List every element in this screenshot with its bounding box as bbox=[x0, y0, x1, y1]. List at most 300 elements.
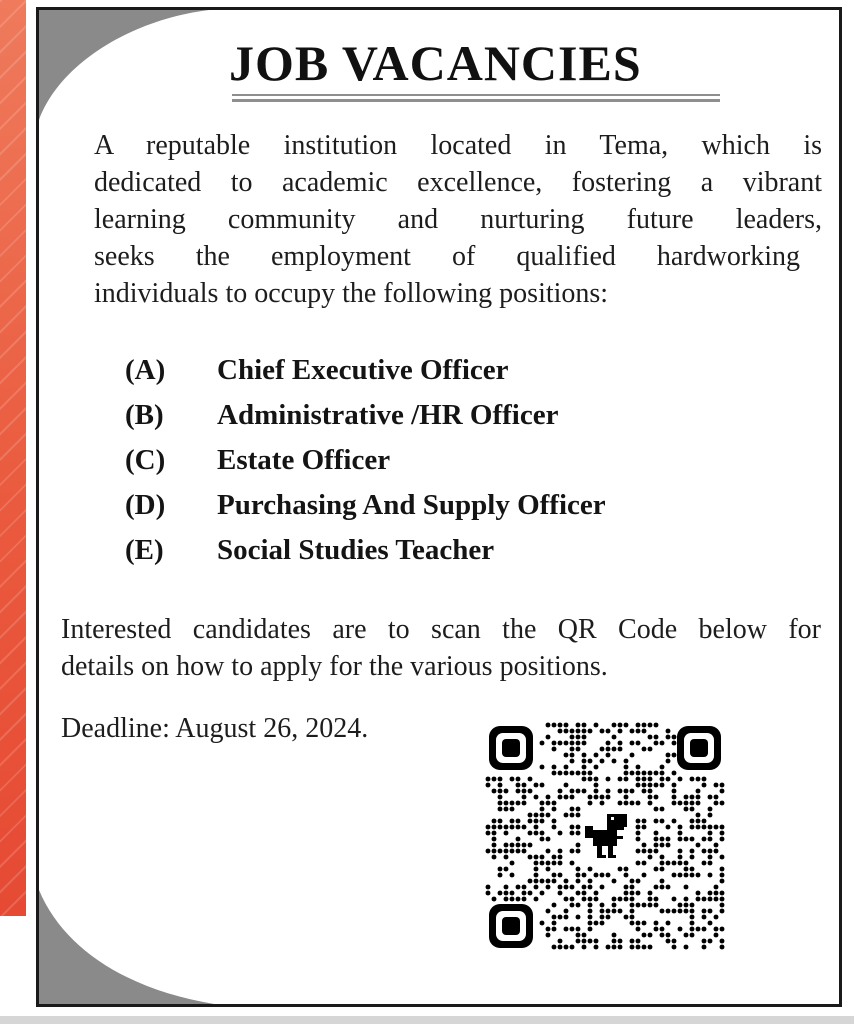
qr-module bbox=[636, 921, 641, 926]
qr-module bbox=[714, 849, 719, 854]
qr-module bbox=[498, 825, 503, 830]
qr-module bbox=[486, 849, 491, 854]
qr-module bbox=[540, 891, 545, 896]
qr-module bbox=[636, 831, 641, 836]
qr-module bbox=[576, 747, 581, 752]
qr-module bbox=[642, 825, 647, 830]
qr-module bbox=[576, 939, 581, 944]
qr-module bbox=[654, 903, 659, 908]
qr-module bbox=[492, 777, 497, 782]
qr-code-graphic bbox=[485, 722, 725, 952]
red-accent-stripe bbox=[0, 0, 26, 916]
qr-module bbox=[702, 825, 707, 830]
qr-module bbox=[666, 777, 671, 782]
qr-module bbox=[654, 921, 659, 926]
qr-module bbox=[666, 861, 671, 866]
qr-module bbox=[720, 831, 725, 836]
qr-module bbox=[714, 783, 719, 788]
qr-module bbox=[690, 795, 695, 800]
qr-module bbox=[708, 897, 713, 902]
qr-module bbox=[654, 735, 659, 740]
qr-module bbox=[576, 723, 581, 728]
job-vacancies-poster bbox=[36, 7, 842, 1007]
position-title: Chief Executive Officer bbox=[217, 354, 509, 386]
qr-module bbox=[624, 771, 629, 776]
qr-module bbox=[690, 819, 695, 824]
qr-module bbox=[552, 921, 557, 926]
qr-module bbox=[660, 933, 665, 938]
qr-module bbox=[660, 765, 665, 770]
qr-module bbox=[714, 795, 719, 800]
qr-module bbox=[582, 939, 587, 944]
qr-module bbox=[606, 741, 611, 746]
qr-module bbox=[648, 891, 653, 896]
qr-module bbox=[690, 873, 695, 878]
qr-module bbox=[516, 885, 521, 890]
qr-module bbox=[720, 873, 725, 878]
qr-module bbox=[690, 849, 695, 854]
qr-module bbox=[666, 921, 671, 926]
qr-module bbox=[516, 801, 521, 806]
qr-module bbox=[546, 813, 551, 818]
qr-module bbox=[570, 747, 575, 752]
qr-module bbox=[654, 795, 659, 800]
qr-module bbox=[714, 885, 719, 890]
qr-module bbox=[576, 735, 581, 740]
qr-module bbox=[540, 879, 545, 884]
qr-module bbox=[558, 789, 563, 794]
qr-module bbox=[588, 921, 593, 926]
qr-module bbox=[558, 915, 563, 920]
title-underline-double bbox=[232, 99, 720, 102]
qr-module bbox=[504, 897, 509, 902]
qr-module bbox=[558, 741, 563, 746]
qr-module bbox=[720, 825, 725, 830]
qr-module bbox=[684, 837, 689, 842]
qr-module bbox=[672, 735, 677, 740]
qr-module bbox=[708, 873, 713, 878]
qr-module bbox=[498, 789, 503, 794]
qr-module bbox=[504, 855, 509, 860]
qr-module bbox=[510, 897, 515, 902]
qr-module bbox=[528, 789, 533, 794]
qr-module bbox=[594, 795, 599, 800]
page-bottom-strip bbox=[0, 1016, 854, 1024]
qr-module bbox=[498, 783, 503, 788]
qr-module bbox=[528, 777, 533, 782]
qr-module bbox=[714, 933, 719, 938]
qr-module bbox=[504, 843, 509, 848]
qr-module bbox=[666, 825, 671, 830]
qr-module bbox=[540, 921, 545, 926]
qr-module bbox=[720, 801, 725, 806]
qr-module bbox=[720, 783, 725, 788]
qr-module bbox=[534, 897, 539, 902]
qr-module bbox=[648, 933, 653, 938]
qr-module bbox=[660, 861, 665, 866]
qr-module bbox=[558, 861, 563, 866]
qr-module bbox=[600, 915, 605, 920]
qr-module bbox=[606, 909, 611, 914]
qr-module bbox=[690, 915, 695, 920]
qr-module bbox=[540, 807, 545, 812]
qr-module bbox=[498, 795, 503, 800]
qr-module bbox=[582, 777, 587, 782]
qr-module bbox=[678, 909, 683, 914]
qr-module bbox=[642, 819, 647, 824]
qr-module bbox=[558, 795, 563, 800]
qr-module bbox=[690, 837, 695, 842]
qr-module bbox=[582, 753, 587, 758]
qr-module bbox=[624, 789, 629, 794]
qr-module bbox=[654, 741, 659, 746]
qr-module bbox=[552, 819, 557, 824]
qr-module bbox=[660, 807, 665, 812]
qr-module bbox=[498, 807, 503, 812]
qr-module bbox=[588, 927, 593, 932]
qr-module bbox=[540, 783, 545, 788]
qr-module bbox=[612, 723, 617, 728]
qr-module bbox=[642, 747, 647, 752]
qr-module bbox=[624, 867, 629, 872]
qr-module bbox=[720, 897, 725, 902]
qr-module bbox=[720, 789, 725, 794]
qr-module bbox=[534, 819, 539, 824]
qr-module bbox=[624, 873, 629, 878]
qr-module bbox=[636, 777, 641, 782]
qr-module bbox=[660, 837, 665, 842]
qr-module bbox=[654, 819, 659, 824]
qr-module bbox=[630, 885, 635, 890]
qr-module bbox=[720, 939, 725, 944]
qr-module bbox=[570, 807, 575, 812]
qr-module bbox=[624, 891, 629, 896]
qr-module bbox=[564, 765, 569, 770]
qr-module bbox=[534, 879, 539, 884]
qr-module bbox=[606, 945, 611, 950]
qr-module bbox=[642, 723, 647, 728]
qr-module bbox=[696, 843, 701, 848]
qr-module bbox=[618, 945, 623, 950]
qr-module bbox=[672, 753, 677, 758]
qr-module bbox=[600, 801, 605, 806]
qr-module bbox=[648, 795, 653, 800]
qr-module bbox=[660, 843, 665, 848]
qr-module bbox=[642, 777, 647, 782]
qr-module bbox=[492, 897, 497, 902]
qr-module bbox=[576, 831, 581, 836]
qr-module bbox=[510, 873, 515, 878]
qr-module bbox=[588, 903, 593, 908]
qr-module bbox=[648, 783, 653, 788]
qr-module bbox=[528, 813, 533, 818]
qr-module bbox=[636, 765, 641, 770]
qr-module bbox=[678, 873, 683, 878]
qr-module bbox=[510, 849, 515, 854]
qr-module bbox=[576, 825, 581, 830]
qr-code-icon[interactable] bbox=[485, 722, 725, 952]
qr-module bbox=[540, 813, 545, 818]
qr-module bbox=[516, 789, 521, 794]
qr-module bbox=[624, 765, 629, 770]
qr-module bbox=[588, 879, 593, 884]
qr-module bbox=[600, 747, 605, 752]
qr-module bbox=[672, 795, 677, 800]
qr-module bbox=[588, 915, 593, 920]
qr-module bbox=[600, 759, 605, 764]
qr-module bbox=[600, 795, 605, 800]
qr-module bbox=[534, 831, 539, 836]
qr-module bbox=[492, 825, 497, 830]
qr-module bbox=[576, 813, 581, 818]
qr-module bbox=[684, 873, 689, 878]
qr-module bbox=[642, 843, 647, 848]
qr-module bbox=[672, 771, 677, 776]
qr-module bbox=[546, 867, 551, 872]
qr-module bbox=[672, 939, 677, 944]
qr-module bbox=[696, 891, 701, 896]
qr-module bbox=[666, 939, 671, 944]
qr-module bbox=[630, 909, 635, 914]
qr-module bbox=[654, 897, 659, 902]
qr-module bbox=[498, 849, 503, 854]
qr-module bbox=[708, 939, 713, 944]
qr-module bbox=[570, 795, 575, 800]
qr-module bbox=[546, 933, 551, 938]
qr-module bbox=[570, 831, 575, 836]
qr-module bbox=[690, 921, 695, 926]
qr-module bbox=[522, 801, 527, 806]
qr-module bbox=[540, 831, 545, 836]
qr-module bbox=[528, 879, 533, 884]
qr-module bbox=[576, 807, 581, 812]
qr-module bbox=[516, 819, 521, 824]
qr-module bbox=[504, 801, 509, 806]
qr-module bbox=[642, 849, 647, 854]
position-title: Estate Officer bbox=[217, 444, 391, 476]
qr-module bbox=[678, 849, 683, 854]
qr-module bbox=[582, 741, 587, 746]
qr-module bbox=[630, 921, 635, 926]
qr-module bbox=[582, 897, 587, 902]
qr-module bbox=[654, 783, 659, 788]
list-item bbox=[125, 438, 606, 483]
qr-module bbox=[612, 909, 617, 914]
qr-module bbox=[588, 897, 593, 902]
qr-module bbox=[618, 867, 623, 872]
qr-module bbox=[714, 843, 719, 848]
position-letter: (C) bbox=[125, 444, 166, 476]
position-letter: (D) bbox=[125, 489, 166, 521]
qr-module bbox=[696, 795, 701, 800]
qr-module bbox=[510, 825, 515, 830]
qr-module bbox=[582, 891, 587, 896]
qr-module bbox=[534, 783, 539, 788]
qr-module bbox=[570, 753, 575, 758]
qr-module bbox=[540, 765, 545, 770]
qr-module bbox=[642, 729, 647, 734]
qr-module bbox=[696, 813, 701, 818]
qr-module bbox=[522, 783, 527, 788]
position-title: Purchasing And Supply Officer bbox=[217, 489, 606, 521]
qr-module bbox=[600, 873, 605, 878]
qr-module bbox=[570, 771, 575, 776]
intro-line: seeks the employment of qualified hardworking bbox=[94, 241, 800, 272]
qr-module bbox=[612, 897, 617, 902]
qr-module bbox=[552, 873, 557, 878]
qr-module bbox=[678, 837, 683, 842]
qr-module bbox=[492, 837, 497, 842]
qr-module bbox=[660, 777, 665, 782]
qr-module bbox=[516, 843, 521, 848]
qr-module bbox=[486, 777, 491, 782]
qr-module bbox=[666, 753, 671, 758]
qr-module bbox=[564, 753, 569, 758]
qr-module bbox=[708, 825, 713, 830]
qr-module bbox=[720, 879, 725, 884]
qr-module bbox=[684, 795, 689, 800]
qr-module bbox=[582, 933, 587, 938]
qr-module bbox=[498, 819, 503, 824]
qr-module bbox=[684, 945, 689, 950]
qr-module bbox=[552, 855, 557, 860]
qr-module bbox=[714, 825, 719, 830]
qr-module bbox=[624, 795, 629, 800]
qr-module bbox=[678, 861, 683, 866]
positions-list bbox=[125, 348, 606, 573]
qr-module bbox=[720, 837, 725, 842]
qr-module bbox=[618, 939, 623, 944]
qr-module bbox=[570, 741, 575, 746]
qr-module bbox=[636, 891, 641, 896]
qr-module bbox=[606, 915, 611, 920]
qr-module bbox=[672, 873, 677, 878]
qr-module bbox=[522, 789, 527, 794]
qr-module bbox=[630, 915, 635, 920]
qr-module bbox=[720, 903, 725, 908]
qr-module bbox=[594, 783, 599, 788]
qr-module bbox=[714, 801, 719, 806]
qr-module bbox=[534, 867, 539, 872]
qr-module bbox=[594, 945, 599, 950]
qr-module bbox=[516, 837, 521, 842]
qr-module bbox=[624, 915, 629, 920]
qr-module bbox=[690, 933, 695, 938]
qr-module bbox=[690, 903, 695, 908]
qr-module bbox=[636, 801, 641, 806]
qr-module bbox=[666, 909, 671, 914]
qr-module bbox=[594, 891, 599, 896]
qr-module bbox=[612, 945, 617, 950]
qr-module bbox=[618, 723, 623, 728]
qr-module bbox=[642, 789, 647, 794]
qr-module bbox=[546, 723, 551, 728]
qr-module bbox=[624, 801, 629, 806]
qr-module bbox=[720, 891, 725, 896]
qr-module bbox=[648, 903, 653, 908]
qr-module bbox=[492, 843, 497, 848]
qr-module bbox=[714, 897, 719, 902]
intro-line: dedicated to academic excellence, fostering a vibrant bbox=[94, 167, 822, 198]
qr-module bbox=[702, 819, 707, 824]
qr-module bbox=[702, 897, 707, 902]
qr-module bbox=[498, 867, 503, 872]
qr-module bbox=[702, 837, 707, 842]
qr-module bbox=[510, 807, 515, 812]
qr-module bbox=[600, 903, 605, 908]
deadline-text: Deadline: August 26, 2024. bbox=[61, 713, 369, 744]
qr-module bbox=[654, 723, 659, 728]
qr-module bbox=[534, 855, 539, 860]
qr-module bbox=[678, 831, 683, 836]
qr-module bbox=[558, 885, 563, 890]
qr-module bbox=[636, 741, 641, 746]
qr-module bbox=[564, 885, 569, 890]
qr-module bbox=[618, 909, 623, 914]
qr-module bbox=[510, 801, 515, 806]
qr-module bbox=[570, 759, 575, 764]
qr-module bbox=[546, 837, 551, 842]
qr-module bbox=[684, 909, 689, 914]
qr-module bbox=[570, 735, 575, 740]
qr-module bbox=[660, 909, 665, 914]
qr-module bbox=[690, 801, 695, 806]
qr-module bbox=[546, 909, 551, 914]
qr-module bbox=[510, 819, 515, 824]
qr-module bbox=[552, 879, 557, 884]
qr-module bbox=[606, 753, 611, 758]
qr-module bbox=[672, 819, 677, 824]
qr-module bbox=[666, 885, 671, 890]
qr-module bbox=[528, 831, 533, 836]
qr-module bbox=[498, 801, 503, 806]
qr-module bbox=[606, 729, 611, 734]
qr-module bbox=[660, 885, 665, 890]
qr-module bbox=[708, 921, 713, 926]
qr-module bbox=[714, 915, 719, 920]
qr-module bbox=[564, 909, 569, 914]
intro-line: learning community and nurturing future leaders, bbox=[94, 204, 822, 235]
qr-module bbox=[558, 723, 563, 728]
qr-module bbox=[624, 885, 629, 890]
qr-module bbox=[492, 831, 497, 836]
qr-module bbox=[606, 789, 611, 794]
qr-module bbox=[648, 801, 653, 806]
qr-module bbox=[702, 927, 707, 932]
qr-module bbox=[570, 945, 575, 950]
qr-module bbox=[570, 861, 575, 866]
qr-module bbox=[630, 789, 635, 794]
qr-module bbox=[588, 795, 593, 800]
qr-module bbox=[720, 927, 725, 932]
qr-module bbox=[660, 855, 665, 860]
qr-module bbox=[516, 897, 521, 902]
qr-module bbox=[690, 777, 695, 782]
qr-module bbox=[708, 807, 713, 812]
qr-module bbox=[702, 783, 707, 788]
qr-module bbox=[636, 783, 641, 788]
qr-module bbox=[510, 777, 515, 782]
apply-line: details on how to apply for the various positions. bbox=[61, 651, 608, 682]
qr-module bbox=[594, 897, 599, 902]
intro-line: A reputable institution located in Tema, which is bbox=[94, 130, 822, 161]
qr-module bbox=[564, 897, 569, 902]
qr-module bbox=[612, 747, 617, 752]
qr-module bbox=[552, 915, 557, 920]
qr-module bbox=[588, 801, 593, 806]
qr-module bbox=[690, 867, 695, 872]
qr-module bbox=[492, 855, 497, 860]
